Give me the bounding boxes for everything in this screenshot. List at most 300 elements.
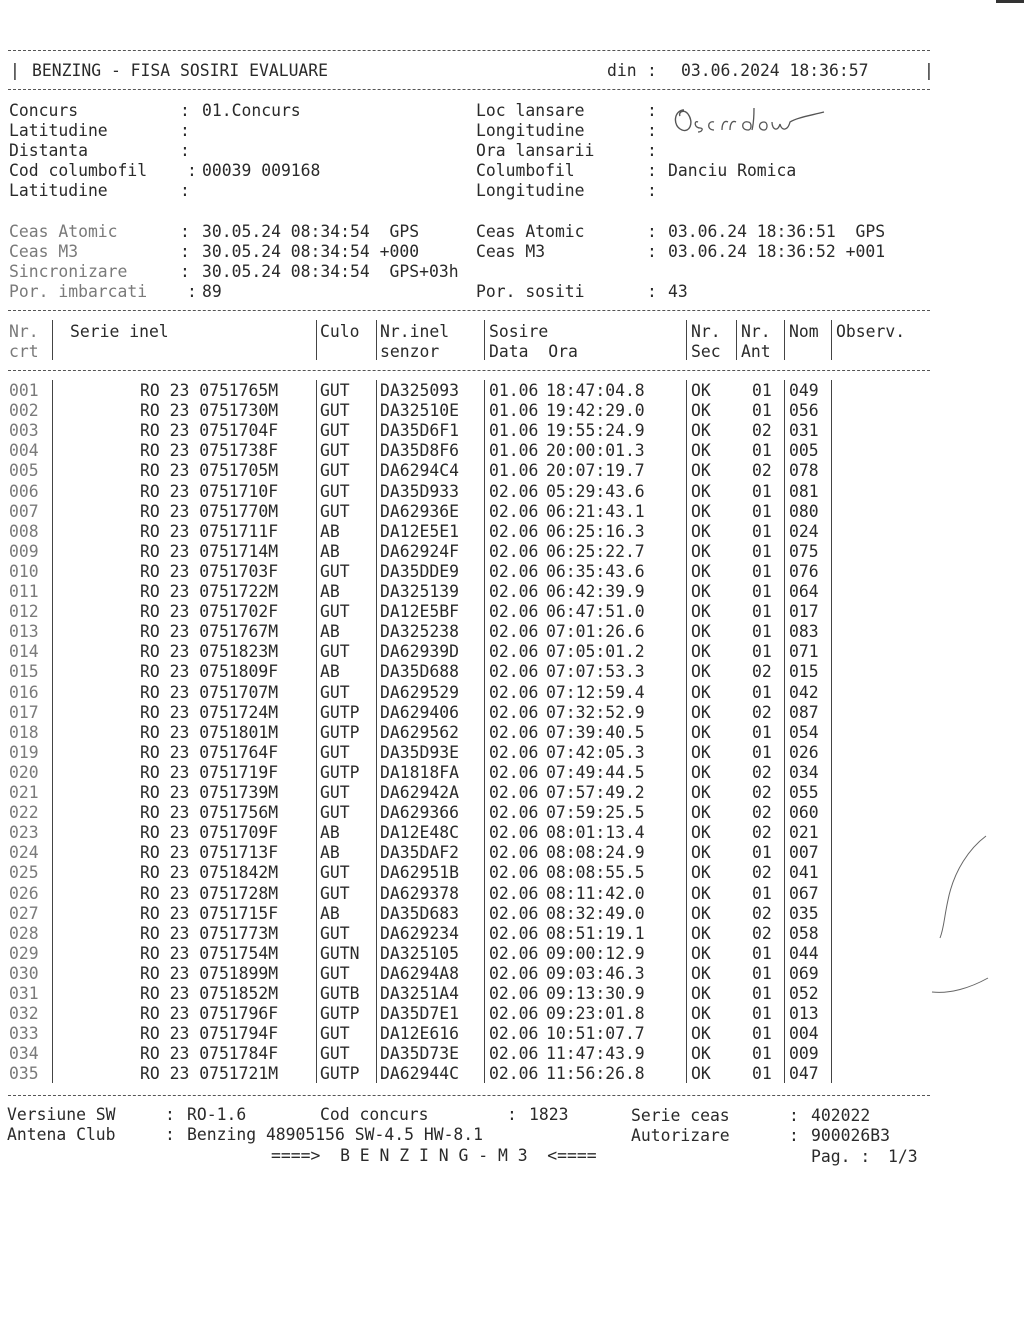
sincronizare-label: Sincronizare: [9, 262, 128, 281]
row-senzor: DA3251A4: [380, 984, 459, 1003]
row-culo: GUT: [320, 441, 350, 461]
row-senzor: DA629378: [380, 883, 459, 903]
row-ant: 01: [752, 883, 772, 903]
row-culo: GUT: [320, 963, 350, 983]
row-data: 01.06: [489, 401, 539, 421]
divider-footer: [8, 1095, 930, 1096]
row-serie: RO 23 0751842M: [140, 863, 279, 883]
row-sec: OK: [691, 762, 711, 782]
row-serie: RO 23 0751711F: [140, 521, 279, 541]
row-ora: 18:47:04.8: [546, 381, 645, 400]
row-culo: GUT: [320, 1044, 350, 1064]
date-value: 03.06.2024 18:36:57: [681, 61, 869, 80]
row-sec: OK: [691, 541, 711, 561]
row-sec: OK: [691, 561, 711, 581]
table-row: [0, 924, 1024, 944]
table-row: [0, 783, 1024, 803]
row-ora: 07:12:59.4: [546, 682, 645, 702]
table-row: [0, 602, 1024, 622]
row-ora: 10:51:07.7: [546, 1024, 645, 1044]
row-senzor: DA62951B: [380, 863, 459, 883]
ora-lansarii-label: Ora lansarii: [476, 141, 595, 160]
versiune-label: Versiune SW: [7, 1105, 116, 1124]
colon: :: [647, 282, 657, 301]
row-ora: 06:25:16.3: [546, 521, 645, 541]
row-serie: RO 23 0751704F: [140, 421, 279, 441]
row-culo: GUT: [320, 501, 350, 521]
row-serie: RO 23 0751899M: [140, 963, 279, 983]
row-serie: RO 23 0751796F: [140, 1004, 279, 1024]
row-serie: RO 23 0751705M: [140, 461, 279, 481]
row-data: 02.06: [489, 602, 539, 622]
col-sep: [784, 320, 785, 360]
row-senzor: DA35D93E: [380, 742, 459, 762]
row-data: 02.06: [489, 541, 539, 561]
row-data: 02.06: [489, 521, 539, 541]
row-culo: AB: [320, 662, 340, 682]
row-senzor: DA12E5E1: [380, 521, 459, 541]
table-row: [0, 1064, 1024, 1084]
row-culo: AB: [320, 903, 340, 923]
row-senzor: DA12E48C: [380, 823, 459, 843]
colon: :: [180, 262, 190, 281]
table-row: [0, 843, 1024, 863]
serie-ceas-value: 402022: [811, 1106, 871, 1125]
row-nom: 024: [789, 521, 819, 541]
row-serie: RO 23 0751724M: [140, 702, 279, 722]
row-nom: 017: [789, 602, 819, 622]
table-row: [0, 683, 1024, 703]
table-row: [0, 743, 1024, 763]
row-ora: 11:47:43.9: [546, 1044, 645, 1064]
row-culo: GUT: [320, 602, 350, 622]
row-sec: OK: [691, 1064, 711, 1084]
row-serie: RO 23 0751707M: [140, 682, 279, 702]
table-row: [0, 944, 1024, 964]
ceas-m3-label: Ceas M3: [9, 242, 79, 261]
row-senzor: DA12E616: [380, 1024, 459, 1044]
row-senzor: DA6294C4: [380, 461, 459, 481]
row-senzor: DA62936E: [380, 501, 459, 521]
row-nr: 017: [9, 702, 39, 722]
row-ant: 02: [752, 702, 772, 722]
row-nr: 030: [9, 963, 39, 983]
row-ant: 01: [752, 481, 772, 501]
row-ant: 01: [752, 722, 772, 742]
row-data: 02.06: [489, 863, 539, 883]
row-ora: 07:57:49.2: [546, 783, 645, 802]
row-culo: GUTP: [320, 702, 360, 722]
colon: :: [647, 121, 657, 140]
row-nom: 047: [789, 1064, 819, 1084]
row-nr: 032: [9, 1004, 39, 1024]
row-serie: RO 23 0751739M: [140, 783, 279, 802]
row-nom: 080: [789, 501, 819, 521]
date-label: din: [607, 61, 637, 80]
row-ora: 07:07:53.3: [546, 662, 645, 682]
table-row: [0, 502, 1024, 522]
row-ora: 06:35:43.6: [546, 561, 645, 581]
row-ant: 02: [752, 461, 772, 481]
colon: :: [180, 181, 190, 200]
row-data: 02.06: [489, 582, 539, 601]
ceas-m3-right-label: Ceas M3: [476, 242, 546, 261]
row-nr: 014: [9, 642, 39, 662]
row-ant: 01: [752, 682, 772, 702]
row-senzor: DA35DAF2: [380, 843, 459, 863]
row-nr: 008: [9, 521, 39, 541]
row-serie: RO 23 0751702F: [140, 602, 279, 622]
row-nom: 056: [789, 401, 819, 421]
row-nom: 042: [789, 682, 819, 702]
row-senzor: DA1818FA: [380, 762, 459, 782]
row-serie: RO 23 0751713F: [140, 843, 279, 863]
row-culo: GUTB: [320, 984, 360, 1003]
row-data: 02.06: [489, 561, 539, 581]
row-serie: RO 23 0751721M: [140, 1064, 279, 1084]
row-senzor: DA629529: [380, 682, 459, 702]
row-serie: RO 23 0751852M: [140, 984, 279, 1003]
row-ora: 09:23:01.8: [546, 1004, 645, 1024]
row-nr: 035: [9, 1064, 39, 1084]
row-sec: OK: [691, 461, 711, 481]
row-senzor: DA629406: [380, 702, 459, 722]
row-ant: 01: [752, 501, 772, 521]
row-senzor: DA325105: [380, 943, 459, 963]
row-nom: 007: [789, 843, 819, 863]
row-senzor: DA325238: [380, 622, 459, 642]
row-data: 02.06: [489, 883, 539, 903]
row-sec: OK: [691, 1024, 711, 1044]
table-row: [0, 803, 1024, 823]
row-sec: OK: [691, 863, 711, 883]
ceas-atomic-right-label: Ceas Atomic: [476, 222, 585, 241]
row-nr: 028: [9, 923, 39, 943]
scan-edge-mark: [996, 0, 1024, 3]
row-sec: OK: [691, 823, 711, 843]
row-culo: AB: [320, 843, 340, 863]
row-serie: RO 23 0751756M: [140, 803, 279, 823]
row-senzor: DA35D688: [380, 662, 459, 682]
row-culo: GUT: [320, 461, 350, 481]
row-nom: 076: [789, 561, 819, 581]
row-nr: 025: [9, 863, 39, 883]
row-senzor: DA35D73E: [380, 1044, 459, 1064]
cod-columbofil-label: Cod columbofil: [9, 161, 148, 180]
table-row: [0, 642, 1024, 662]
row-ora: 08:08:24.9: [546, 843, 645, 863]
row-serie: RO 23 0751703F: [140, 561, 279, 581]
row-data: 02.06: [489, 622, 539, 642]
row-ant: 01: [752, 561, 772, 581]
row-sec: OK: [691, 481, 711, 501]
table-row: [0, 723, 1024, 743]
row-data: 02.06: [489, 984, 539, 1003]
columbofil-label: Columbofil: [476, 161, 575, 180]
row-senzor: DA35D7E1: [380, 1004, 459, 1024]
row-culo: GUT: [320, 742, 350, 762]
row-ora: 06:25:22.7: [546, 541, 645, 561]
row-nom: 035: [789, 903, 819, 923]
row-nom: 081: [789, 481, 819, 501]
versiune-value: RO-1.6: [187, 1105, 247, 1124]
row-ant: 02: [752, 803, 772, 823]
row-sec: OK: [691, 421, 711, 441]
row-ant: 02: [752, 903, 772, 923]
date-colon: :: [647, 61, 657, 80]
colon: :: [789, 1126, 799, 1145]
divider-table-top: [8, 310, 930, 311]
row-nom: 041: [789, 863, 819, 883]
header-culo: Culo: [320, 322, 360, 341]
row-nr: 022: [9, 803, 39, 823]
row-culo: GUT: [320, 421, 350, 441]
antena-label: Antena Club: [7, 1125, 116, 1144]
header-crt: crt: [9, 342, 39, 361]
row-nr: 006: [9, 481, 39, 501]
row-culo: GUT: [320, 803, 350, 823]
table-row: [0, 863, 1024, 883]
row-culo: GUTN: [320, 943, 360, 963]
row-ant: 01: [752, 1064, 772, 1084]
row-serie: RO 23 0751823M: [140, 642, 279, 662]
table-row: [0, 421, 1024, 441]
divider-table-header: [8, 370, 930, 371]
row-sec: OK: [691, 883, 711, 903]
row-ora: 08:11:42.0: [546, 883, 645, 903]
col-sep: [316, 320, 317, 360]
row-serie: RO 23 0751730M: [140, 401, 279, 421]
row-serie: RO 23 0751764F: [140, 742, 279, 762]
row-senzor: DA35DDE9: [380, 561, 459, 581]
row-data: 02.06: [489, 1044, 539, 1064]
table-row: [0, 662, 1024, 682]
row-senzor: DA35D8F6: [380, 441, 459, 461]
header-senzor: senzor: [380, 342, 440, 361]
row-nr: 021: [9, 783, 39, 802]
row-nr: 002: [9, 401, 39, 421]
colon: :: [180, 242, 190, 261]
row-culo: AB: [320, 521, 340, 541]
row-sec: OK: [691, 582, 711, 601]
row-nom: 067: [789, 883, 819, 903]
row-ora: 07:39:40.5: [546, 722, 645, 742]
row-ant: 01: [752, 582, 772, 601]
row-sec: OK: [691, 702, 711, 722]
row-ant: 01: [752, 642, 772, 662]
row-ant: 01: [752, 1004, 772, 1024]
table-row: [0, 884, 1024, 904]
row-serie: RO 23 0751770M: [140, 501, 279, 521]
row-ora: 08:08:55.5: [546, 863, 645, 883]
row-ant: 02: [752, 421, 772, 441]
sincronizare-value: 30.05.24 08:34:54 GPS+03h: [202, 262, 459, 281]
colon: :: [507, 1105, 517, 1124]
row-ant: 01: [752, 843, 772, 863]
table-row: [0, 441, 1024, 461]
row-sec: OK: [691, 662, 711, 682]
table-row: [0, 1004, 1024, 1024]
col-sep: [831, 320, 832, 360]
row-sec: OK: [691, 441, 711, 461]
row-sec: OK: [691, 943, 711, 963]
table-row: [0, 984, 1024, 1004]
row-serie: RO 23 0751754M: [140, 943, 279, 963]
table-row: [0, 964, 1024, 984]
row-nom: 078: [789, 461, 819, 481]
row-sec: OK: [691, 984, 711, 1003]
row-serie: RO 23 0751767M: [140, 622, 279, 642]
row-sec: OK: [691, 642, 711, 662]
row-ora: 20:00:01.3: [546, 441, 645, 461]
concurs-value: 01.Concurs: [202, 101, 301, 120]
row-data: 01.06: [489, 421, 539, 441]
row-nom: 013: [789, 1004, 819, 1024]
colon: :: [187, 161, 197, 180]
row-culo: AB: [320, 541, 340, 561]
autorizare-label: Autorizare: [631, 1126, 730, 1145]
header-sosire: Sosire: [489, 322, 549, 341]
row-ora: 19:55:24.9: [546, 421, 645, 441]
colon: :: [187, 282, 197, 301]
row-sec: OK: [691, 783, 711, 802]
header-observ: Observ.: [836, 322, 906, 341]
row-ora: 11:56:26.8: [546, 1064, 645, 1084]
colon: :: [180, 121, 190, 140]
row-sec: OK: [691, 1004, 711, 1024]
table-row: [0, 582, 1024, 602]
ceas-m3-right: 03.06.24 18:36:52 +001: [668, 242, 886, 261]
row-ora: 07:49:44.5: [546, 762, 645, 782]
row-sec: OK: [691, 622, 711, 642]
row-serie: RO 23 0751710F: [140, 481, 279, 501]
row-data: 02.06: [489, 702, 539, 722]
row-ant: 01: [752, 963, 772, 983]
row-serie: RO 23 0751809F: [140, 662, 279, 682]
row-data: 02.06: [489, 742, 539, 762]
row-nom: 064: [789, 582, 819, 601]
row-ora: 06:42:39.9: [546, 582, 645, 601]
serie-ceas-label: Serie ceas: [631, 1106, 730, 1125]
row-serie: RO 23 0751794F: [140, 1024, 279, 1044]
row-nom: 069: [789, 963, 819, 983]
header-serie: Serie inel: [70, 322, 169, 341]
pen-marks: [930, 830, 1000, 1000]
table-row: [0, 482, 1024, 502]
row-senzor: DA62939D: [380, 642, 459, 662]
divider-top: [8, 50, 930, 51]
row-nr: 010: [9, 561, 39, 581]
row-sec: OK: [691, 803, 711, 823]
col-sep: [686, 320, 687, 360]
row-data: 02.06: [489, 682, 539, 702]
latitudine2-label: Latitudine: [9, 181, 108, 200]
table-row: [0, 622, 1024, 642]
row-ant: 01: [752, 541, 772, 561]
row-culo: GUT: [320, 783, 350, 802]
row-ora: 19:42:29.0: [546, 401, 645, 421]
benzing-banner: ====> B E N Z I N G - M 3 <====: [271, 1146, 597, 1165]
row-nr: 027: [9, 903, 39, 923]
columbofil-value: Danciu Romica: [668, 161, 797, 180]
table-row: [0, 562, 1024, 582]
row-data: 02.06: [489, 963, 539, 983]
row-culo: GUT: [320, 1024, 350, 1044]
row-culo: GUT: [320, 381, 350, 400]
row-nr: 012: [9, 602, 39, 622]
row-serie: RO 23 0751784F: [140, 1044, 279, 1064]
row-culo: GUTP: [320, 762, 360, 782]
row-data: 02.06: [489, 662, 539, 682]
row-culo: GUT: [320, 642, 350, 662]
colon: :: [165, 1125, 175, 1144]
por-imbarcati-label: Por. imbarcati: [9, 282, 148, 301]
row-sec: OK: [691, 682, 711, 702]
row-nr: 019: [9, 742, 39, 762]
divider-header: [8, 89, 930, 90]
row-sec: OK: [691, 903, 711, 923]
row-senzor: DA12E5BF: [380, 602, 459, 622]
row-nr: 011: [9, 582, 39, 601]
row-ant: 01: [752, 742, 772, 762]
row-ant: 02: [752, 662, 772, 682]
row-ora: 07:42:05.3: [546, 742, 645, 762]
row-culo: GUTP: [320, 1064, 360, 1084]
antena-value: Benzing 48905156 SW-4.5 HW-8.1: [187, 1125, 484, 1144]
row-nr: 018: [9, 722, 39, 742]
row-ant: 01: [752, 602, 772, 622]
page-title: BENZING - FISA SOSIRI EVALUARE: [32, 61, 329, 80]
row-culo: GUT: [320, 682, 350, 702]
colon: :: [647, 181, 657, 200]
ceas-atomic-label: Ceas Atomic: [9, 222, 118, 241]
table-row: [0, 763, 1024, 783]
colon: :: [180, 141, 190, 160]
row-culo: GUT: [320, 863, 350, 883]
row-data: 02.06: [489, 1004, 539, 1024]
row-data: 02.06: [489, 1024, 539, 1044]
loc-lansare-label: Loc lansare: [476, 101, 585, 120]
row-nr: 005: [9, 461, 39, 481]
ceas-m3-left: 30.05.24 08:34:54 +000: [202, 242, 420, 261]
row-senzor: DA325093: [380, 381, 459, 400]
longitudine2-label: Longitudine: [476, 181, 585, 200]
row-nom: 054: [789, 722, 819, 742]
por-sositi-value: 43: [668, 282, 688, 301]
row-data: 02.06: [489, 843, 539, 863]
table-row: [0, 1024, 1024, 1044]
row-nr: 016: [9, 682, 39, 702]
row-nr: 023: [9, 823, 39, 843]
row-nr: 013: [9, 622, 39, 642]
col-sep: [484, 320, 485, 360]
header-nr-inel: Nr.inel: [380, 322, 450, 341]
col-sep: [736, 320, 737, 360]
row-nr: 007: [9, 501, 39, 521]
row-senzor: DA35D6F1: [380, 421, 459, 441]
row-nom: 058: [789, 923, 819, 943]
row-data: 01.06: [489, 461, 539, 481]
colon: :: [647, 141, 657, 160]
row-ora: 08:01:13.4: [546, 823, 645, 843]
row-serie: RO 23 0751722M: [140, 582, 279, 601]
row-ant: 01: [752, 984, 772, 1003]
row-nom: 044: [789, 943, 819, 963]
colon: :: [647, 242, 657, 261]
row-nr: 031: [9, 984, 39, 1003]
longitudine-label: Longitudine: [476, 121, 585, 140]
row-ora: 06:21:43.1: [546, 501, 645, 521]
